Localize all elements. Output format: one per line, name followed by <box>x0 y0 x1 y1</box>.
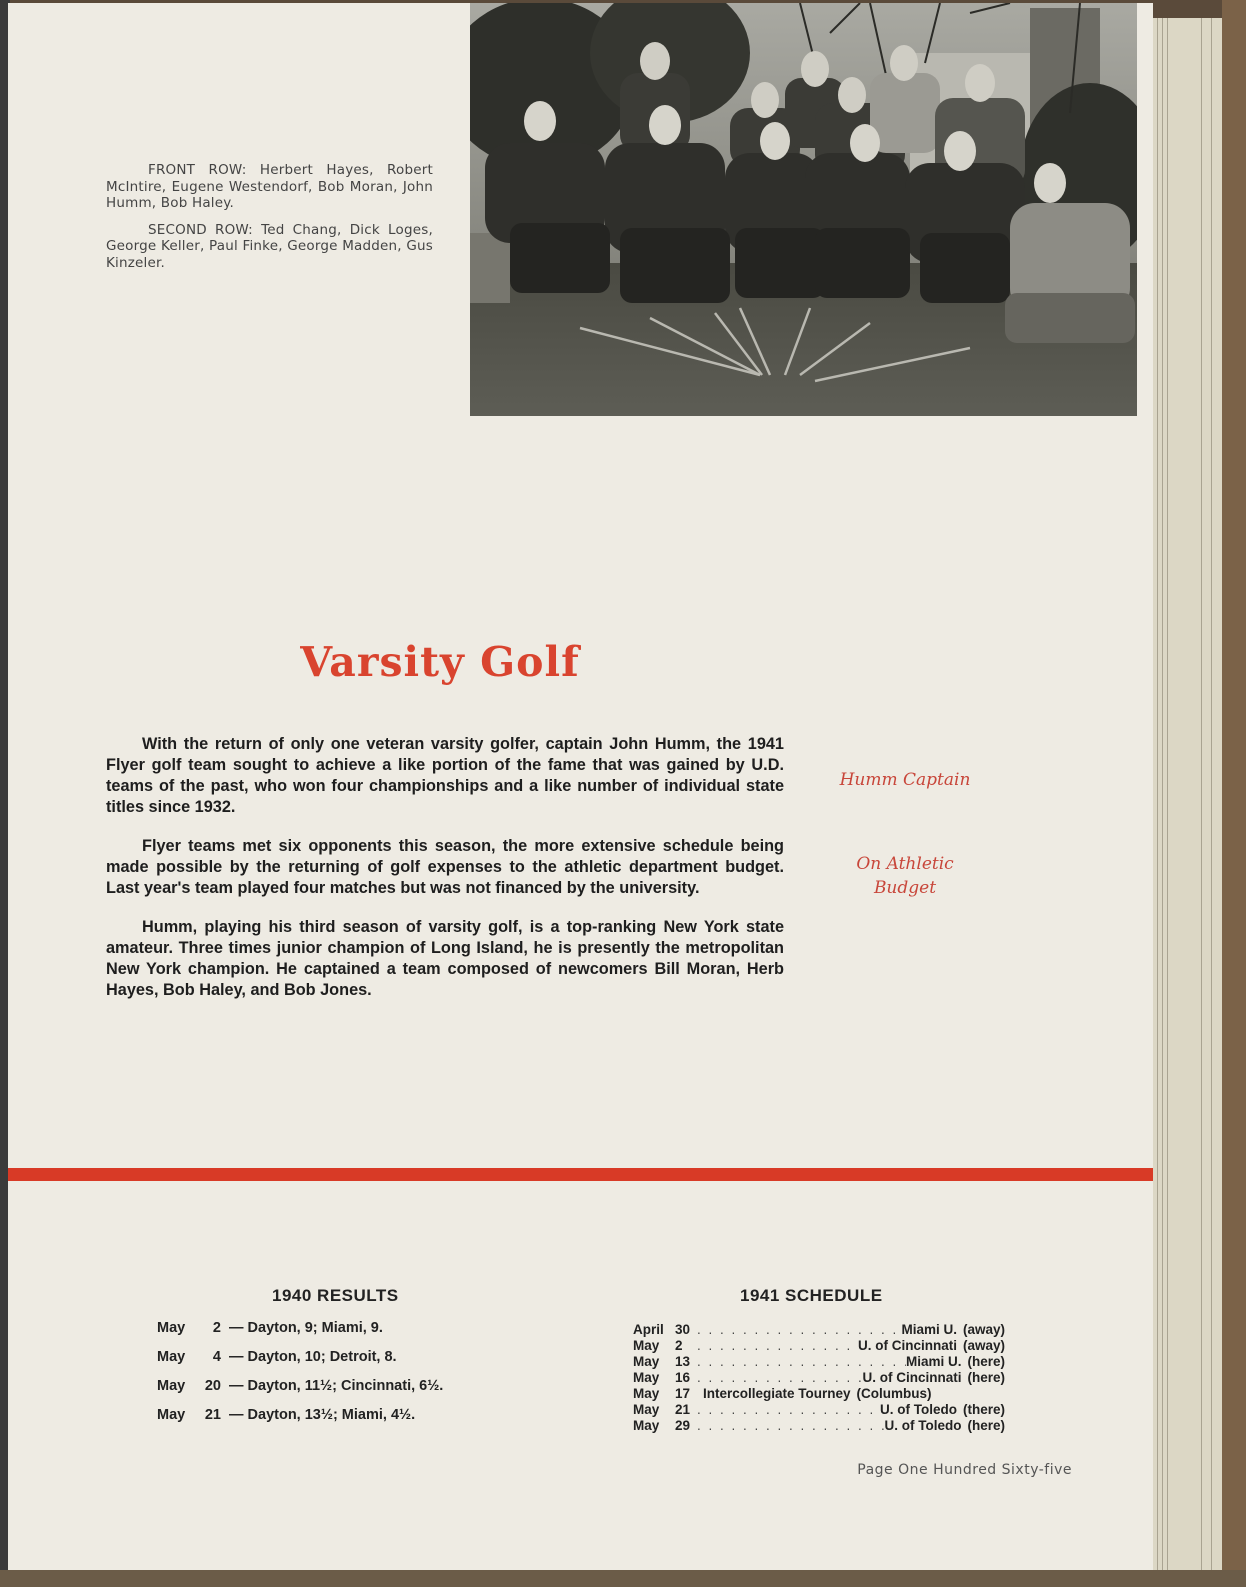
schedule-day: 17 <box>675 1386 691 1401</box>
results-day: 2 <box>212 1320 221 1336</box>
results-month: May <box>157 1378 186 1394</box>
schedule-day: 29 <box>675 1418 691 1433</box>
sidenote-athletic-budget <box>805 852 1005 900</box>
schedule-opponent: U. of Cincinnati <box>862 1370 962 1385</box>
red-divider-rule <box>8 1168 1153 1181</box>
results-text: — Dayton, 9; Miami, 9. <box>229 1320 383 1336</box>
schedule-location: (Columbus) <box>856 1386 932 1401</box>
schedule-month: April <box>633 1322 664 1337</box>
results-row <box>157 1407 537 1436</box>
results-text: — Dayton, 11½; Cincinnati, 6½. <box>229 1378 444 1394</box>
schedule-location: (away) <box>962 1322 1005 1337</box>
schedule-opponent: Miami U. <box>901 1322 957 1337</box>
schedule-opponent: U. of Toledo <box>884 1418 962 1433</box>
schedule-month: May <box>633 1386 660 1401</box>
schedule-opponent: Miami U. <box>905 1354 962 1369</box>
sidenote-second-line2: Budget <box>873 878 937 898</box>
schedule-day: 30 <box>675 1322 691 1337</box>
results-month: May <box>157 1407 186 1423</box>
article-body <box>106 734 784 1019</box>
dot-leader <box>697 1354 906 1369</box>
results-row <box>157 1349 537 1378</box>
schedule-row <box>633 1386 1005 1402</box>
dot-leader <box>697 1418 884 1433</box>
schedule-month: May <box>633 1402 660 1417</box>
results-list <box>157 1320 537 1436</box>
team-photo <box>470 3 1137 416</box>
schedule-day: 2 <box>675 1338 683 1353</box>
schedule-row <box>633 1418 1005 1434</box>
schedule-list <box>633 1322 1005 1434</box>
dot-leader <box>697 1402 880 1417</box>
sidenote-first-text: Humm Captain <box>839 770 971 790</box>
dot-leader <box>697 1322 901 1337</box>
schedule-location: (here) <box>967 1354 1005 1369</box>
dot-leader <box>697 1338 858 1353</box>
schedule-month: May <box>633 1354 660 1369</box>
results-month: May <box>157 1349 186 1365</box>
schedule-month: May <box>633 1418 660 1433</box>
results-day: 20 <box>204 1378 221 1394</box>
schedule-row <box>633 1322 1005 1338</box>
photo-caption <box>106 162 433 281</box>
page-title: Varsity Golf <box>300 638 580 686</box>
results-day: 4 <box>212 1349 221 1365</box>
schedule-day: 21 <box>675 1402 691 1417</box>
schedule-month: May <box>633 1370 660 1385</box>
results-title: 1940 RESULTS <box>272 1286 399 1305</box>
results-day: 21 <box>204 1407 221 1423</box>
schedule-month: May <box>633 1338 660 1353</box>
caption-front-row: FRONT ROW: Herbert Hayes, Robert McIntire, Eugene Westendorf, Bob Moran, John Humm, Bob Haley. <box>106 162 433 211</box>
schedule-row <box>633 1402 1005 1418</box>
schedule-location: (there) <box>962 1402 1005 1417</box>
schedule-location: (here) <box>967 1418 1005 1433</box>
schedule-row <box>633 1370 1005 1386</box>
results-text: — Dayton, 10; Detroit, 8. <box>229 1349 397 1365</box>
schedule-opponent: U. of Cincinnati <box>857 1338 957 1353</box>
paragraph-3: Humm, playing his third season of varsity golf, is a top-ranking New York state amateur. Three times junior champion of Long Island, he is presently the metropolitan New York champion. He captained a team composed of newcomers Bill Moran, Herb Hayes, Bob Haley, and Bob Jones. <box>106 918 784 999</box>
schedule-opponent: Intercollegiate Tourney <box>703 1386 851 1401</box>
results-text: — Dayton, 13½; Miami, 4½. <box>229 1407 416 1423</box>
schedule-title: 1941 SCHEDULE <box>740 1286 883 1305</box>
schedule-row <box>633 1354 1005 1370</box>
results-row <box>157 1378 537 1407</box>
results-month: May <box>157 1320 186 1336</box>
page-number: Page One Hundred Sixty-five <box>857 1462 1072 1478</box>
schedule-day: 16 <box>675 1370 691 1385</box>
schedule-day: 13 <box>675 1354 691 1369</box>
schedule-row <box>633 1338 1005 1354</box>
sidenote-second-line1: On Athletic <box>856 854 954 874</box>
book-spine <box>1222 0 1246 1570</box>
schedule-location: (away) <box>962 1338 1005 1353</box>
paragraph-1: With the return of only one veteran varsity golfer, captain John Humm, the 1941 Flyer golf team sought to achieve a like portion of the fame that was gained by U.D. teams of the past, who won four championships and a like number of individual state titles since 1932. <box>106 735 784 816</box>
sidenote-humm-captain <box>805 768 1005 792</box>
book-bottom-edge <box>0 1570 1246 1587</box>
results-row <box>157 1320 537 1349</box>
schedule-opponent: U. of Toledo <box>879 1402 957 1417</box>
dot-leader <box>697 1370 862 1385</box>
schedule-location: (here) <box>967 1370 1005 1385</box>
paragraph-2: Flyer teams met six opponents this season, the more extensive schedule being made possible by the returning of golf expenses to the athletic department budget. Last year's team played four matches but was not financed by the university. <box>106 837 784 897</box>
caption-second-row: SECOND ROW: Ted Chang, Dick Loges, George Keller, Paul Finke, George Madden, Gus Kinzeler. <box>106 221 433 271</box>
